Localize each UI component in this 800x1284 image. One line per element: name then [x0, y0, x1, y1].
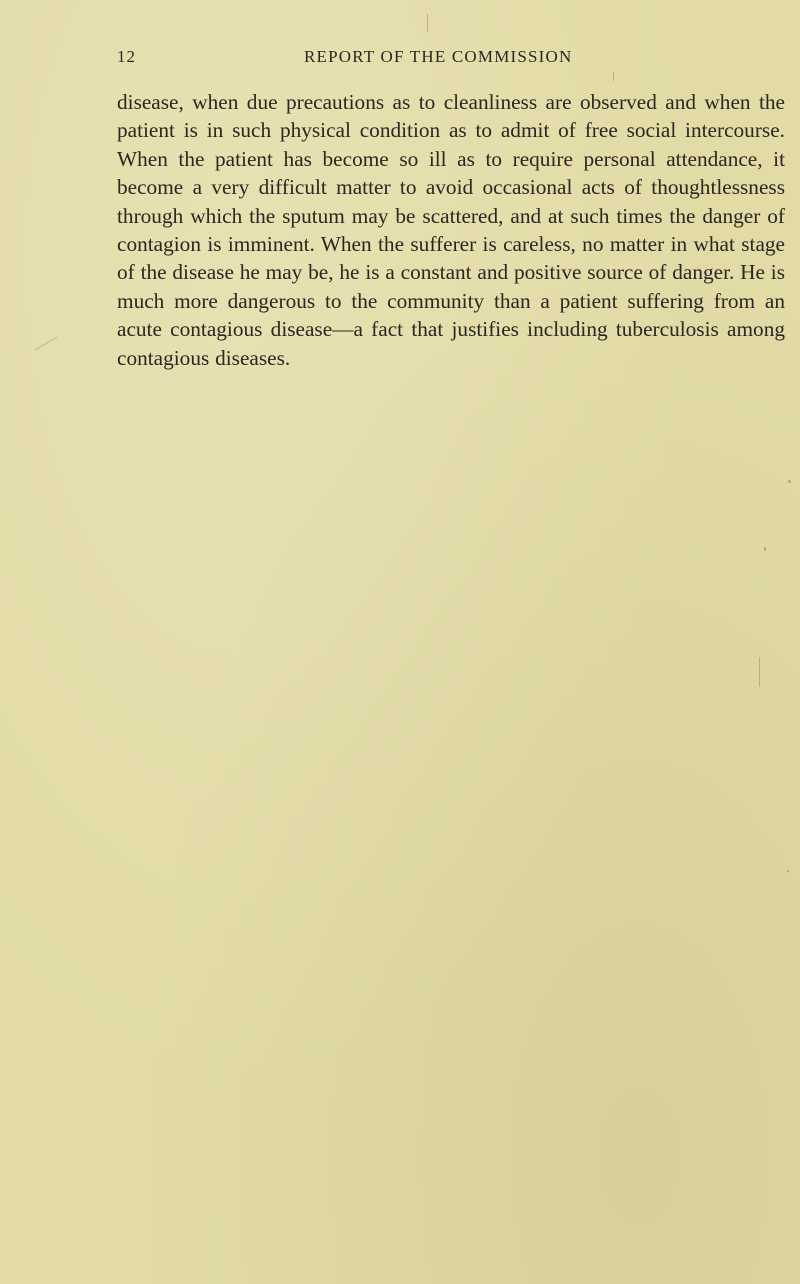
running-head [117, 47, 785, 71]
page-number: 12 [117, 47, 136, 66]
paper-speck [787, 870, 789, 872]
paper-speck [764, 547, 766, 551]
paper-speck [759, 657, 760, 687]
body-paragraph: disease, when due precautions as to cleanliness are observed and when the patient is in such physical condition as to admit of free social intercourse. When the patient has become so ill as to require personal attendance, it become a very difficult matter to avoid occasional acts of thoughtlessness through which the sputum may be scattered, and at such times the danger of contagion is imminent. When the sufferer is careless, no matter in what stage of the disease he may be, he is a constant and positive source of danger. He is much more dangerous to the community than a patient suffering from an acute contagious disease—a fact that justifies including tuberculosis among contagious diseases. [117, 90, 786, 370]
header-title: REPORT OF THE COMMISSION [304, 47, 573, 66]
paper-speck [613, 72, 614, 81]
paper-speck [788, 480, 791, 483]
paper-speck [427, 14, 428, 32]
paper-speck [34, 337, 57, 351]
